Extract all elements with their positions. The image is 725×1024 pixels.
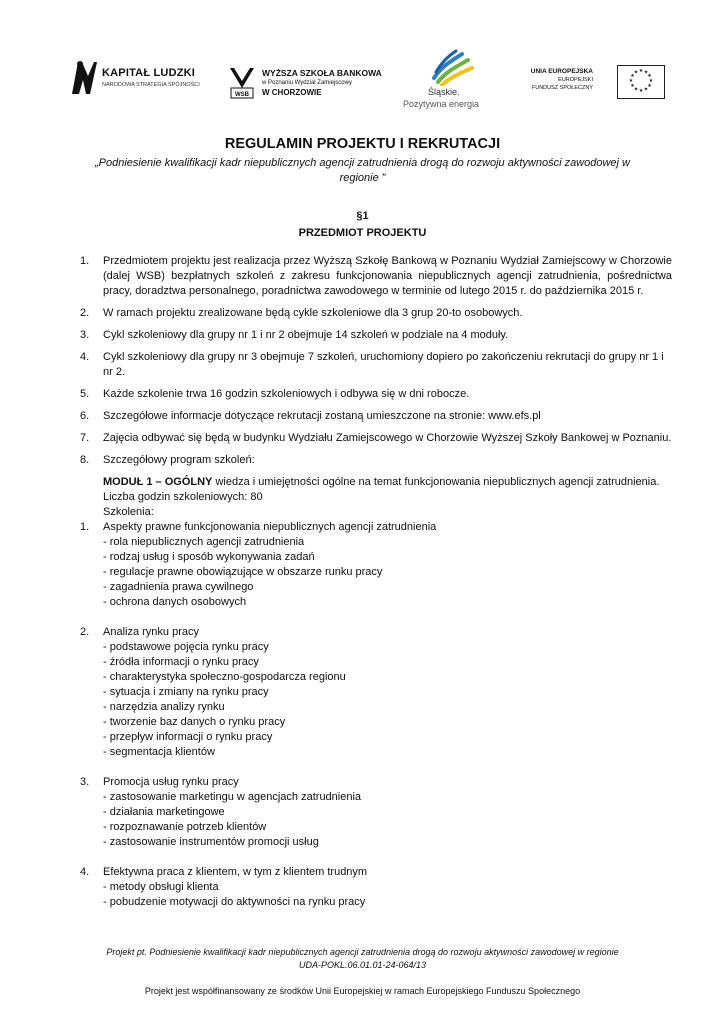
training-topic: - charakterystyka społeczno-gospodarcza regionu [103, 671, 346, 683]
item-number: 2. [80, 307, 90, 319]
svg-text:★: ★ [633, 86, 639, 93]
training-title: Promocja usług rynku pracy [103, 776, 239, 788]
training-topic: - rola niepublicznych agencji zatrudnienia [103, 536, 305, 548]
training-title: Analiza rynku pracy [103, 626, 199, 638]
slaskie-logo [398, 48, 506, 114]
training-topic: - podstawowe pojęcia rynku pracy [103, 641, 269, 653]
eu-flag-icon [617, 65, 665, 99]
svg-text:★: ★ [628, 78, 634, 84]
module-trainings-label: Szkolenia: [103, 506, 154, 518]
eu-line2: EUROPEJSKI [558, 77, 593, 83]
wsb-emblem-icon [228, 66, 256, 100]
item-number: 5. [80, 388, 90, 400]
kapital-ludzki-emblem-icon [68, 58, 98, 98]
svg-text:★: ★ [630, 83, 635, 89]
training-title: Efektywna praca z klientem, w tym z klientem trudnym [103, 866, 368, 878]
training-topic: - rozpoznawanie potrzeb klientów [103, 821, 267, 833]
module-description [80, 475, 672, 490]
module-label: MODUŁ 1 – OGÓLNY [103, 476, 213, 488]
svg-text:★: ★ [638, 68, 644, 74]
training-item [80, 520, 672, 610]
training-topic: - segmentacja klientów [103, 746, 215, 758]
training-topic: - zagadnienia prawa cywilnego [103, 581, 254, 593]
svg-text:★: ★ [648, 78, 654, 84]
section-title: PRZEDMIOT PROJEKTU [298, 227, 427, 239]
eu-line3: FUNDUSZ SPOŁECZNY [531, 85, 593, 91]
list-item [80, 453, 672, 468]
kapital-ludzki-title: KAPITAŁ LUDZKI [102, 67, 196, 79]
footer-project-line: Projekt pt. Podniesienie kwalifikacji kadr niepublicznych agencji zatrudnienia drogą do rozwoju aktywności zawodowej w regionie [106, 947, 619, 957]
item-text: Przedmiotem projektu jest realizacja przez Wyższą Szkołę Bankową w Poznaniu Wydział Zamiejscowy w Chorzowie (dalej WSB) bezpłatnych szkoleń z zakresu funkcjonowania niepublicznych agencji zatrudnienia, pośrednictwa pracy, doradztwa personalnego, poradnictwa zawodowego w terminie od lutego 2015 r. do października 2015 r. [103, 255, 672, 297]
item-text: W ramach projektu zrealizowane będą cykle szkoleniowe dla 3 grup 20-to osobowych. [103, 307, 523, 319]
item-number: 7. [80, 432, 90, 444]
training-number: 1. [80, 521, 90, 533]
training-topic: - metody obsługi klienta [103, 881, 219, 893]
eu-logo [530, 64, 663, 100]
list-item [80, 254, 672, 299]
section-number: §1 [356, 210, 369, 222]
item-text: Każde szkolenie trwa 16 godzin szkoleniowych i odbywa się w dni robocze. [103, 388, 470, 400]
list-item [80, 306, 672, 321]
list-item [80, 409, 672, 424]
list-item [80, 431, 672, 446]
eu-line1: UNIA EUROPEJSKA [530, 68, 593, 75]
wsb-line2: w Poznaniu Wydział Zamiejscowy [262, 80, 352, 86]
training-topic: - źródła informacji o rynku pracy [103, 656, 259, 668]
training-title: Aspekty prawne funkcjonowania niepublicznych agencji zatrudnienia [103, 521, 437, 533]
wsb-logo [228, 64, 398, 100]
wsb-mark: WSB [235, 92, 249, 98]
svg-text:★: ★ [638, 88, 644, 94]
document-body [80, 254, 672, 910]
training-topic: - zastosowanie instrumentów promocji usług [103, 836, 319, 848]
training-topic: - regulacje prawne obowiązujące w obszarze runku pracy [103, 566, 383, 578]
item-text: Szczegółowy program szkoleń: [103, 454, 255, 466]
item-number: 4. [80, 351, 90, 363]
training-topic: - ochrona danych osobowych [103, 596, 247, 608]
item-text: Cykl szkoleniowy dla grupy nr 3 obejmuje 7 szkoleń, uruchomiony dopiero po zakończeniu rekrutacji do grupy nr 1 i nr 2. [103, 351, 664, 378]
kapital-ludzki-subtitle: NARODOWA STRATEGIA SPÓJNOŚCI [102, 82, 200, 88]
list-item [80, 387, 672, 402]
module-text: wiedza i umiejętności ogólne na temat funkcjonowania niepublicznych agencji zatrudnienia. [212, 476, 660, 488]
training-item [80, 775, 672, 850]
training-topic: - przepływ informacji o rynku pracy [103, 731, 273, 743]
training-number: 2. [80, 626, 90, 638]
header-logos [0, 0, 725, 120]
kapital-ludzki-logo [68, 58, 208, 98]
svg-text:★: ★ [630, 73, 635, 79]
training-item [80, 625, 672, 760]
module-hours: Liczba godzin szkoleniowych: 80 [103, 491, 263, 503]
training-item [80, 865, 672, 910]
training-topic: - pobudzenie motywacji do aktywności na rynku pracy [103, 896, 366, 908]
svg-text:★: ★ [643, 69, 649, 76]
wsb-line1: WYŻSZA SZKOŁA BANKOWA [262, 68, 382, 78]
document-subtitle: „Podniesienie kwalifikacji kadr niepublicznych agencji zatrudnienia drogą do rozwoju aktywności zawodowej w regionie ” [94, 157, 630, 184]
item-text: Szczegółowe informacje dotyczące rekrutacji zostaną umieszczone na stronie: www.efs.pl [103, 410, 541, 422]
training-number: 4. [80, 866, 90, 878]
svg-text:★: ★ [647, 73, 652, 79]
slaskie-name: Śląskie. [428, 87, 460, 97]
item-text: Cykl szkoleniowy dla grupy nr 1 i nr 2 obejmuje 14 szkoleń w podziale na 4 moduły. [103, 329, 509, 341]
training-topic: - tworzenie baz danych o rynku pracy [103, 716, 286, 728]
list-item [80, 350, 672, 380]
item-number: 8. [80, 454, 90, 466]
training-topic: - sytuacja i zmiany na rynku pracy [103, 686, 269, 698]
slaskie-slogan: Pozytywna energia [403, 99, 480, 109]
item-text: Zajęcia odbywać się będą w budynku Wydziału Zamiejscowego w Chorzowie Wyższej Szkoły Bankowej w Poznaniu. [103, 432, 672, 444]
training-topic: - narzędzia analizy rynku [103, 701, 225, 713]
item-number: 6. [80, 410, 90, 422]
footer-funding: Projekt jest współfinansowany ze środków Unii Europejskiej w ramach Europejskiego Funduszu Społecznego [144, 986, 581, 996]
item-number: 1. [80, 255, 90, 267]
document-title: REGULAMIN PROJEKTU I REKRUTACJI [224, 136, 501, 152]
svg-text:★: ★ [643, 86, 649, 93]
training-topic: - rodzaj usług i sposób wykonywania zadań [103, 551, 315, 563]
list-item [80, 328, 672, 343]
training-topic: - zastosowanie marketingu w agencjach zatrudnienia [103, 791, 362, 803]
svg-text:★: ★ [647, 83, 652, 89]
svg-text:★: ★ [633, 69, 639, 76]
training-number: 3. [80, 776, 90, 788]
footer-project-info [40, 946, 685, 972]
footer-project-code: UDA-POKL.06.01.01-24-064/13 [298, 960, 427, 970]
training-topic: - działania marketingowe [103, 806, 225, 818]
slaskie-waves-icon [428, 48, 478, 86]
wsb-line3: W CHORZOWIE [262, 88, 322, 97]
item-number: 3. [80, 329, 90, 341]
